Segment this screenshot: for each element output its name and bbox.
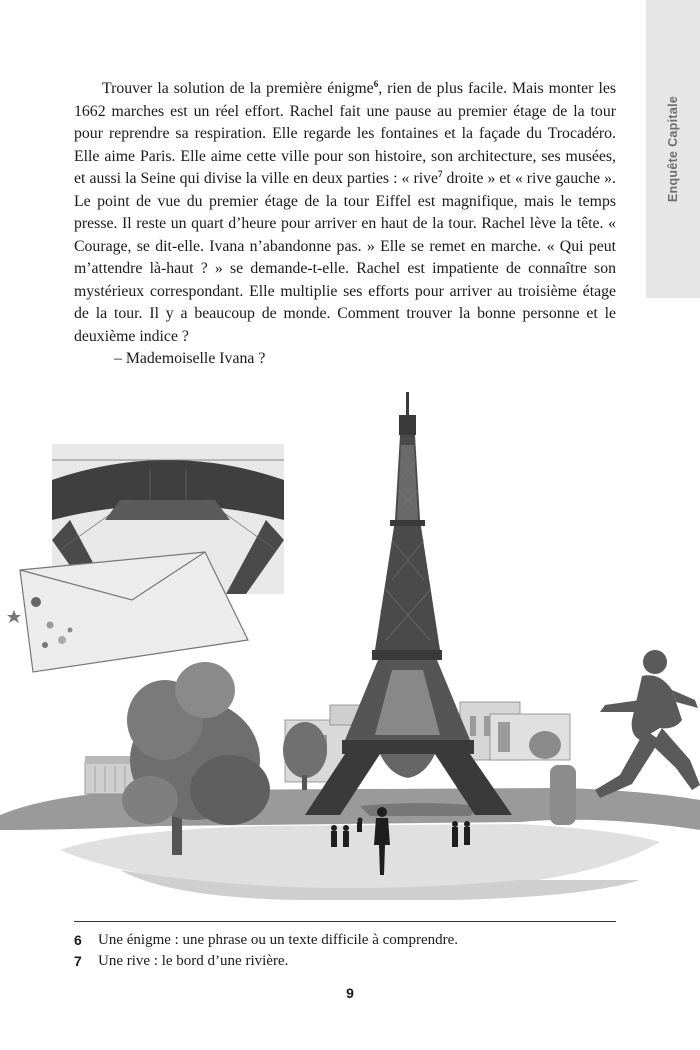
text-part: Trouver la solution de la première énigme [102,80,374,97]
paragraph-dialog: – Mademoiselle Ivana ? [114,350,266,367]
chapter-title: Enquête Capitale [666,95,680,203]
running-man-silhouette [595,650,700,798]
footnote-6 [74,930,616,951]
footnote-divider [74,921,616,922]
text-part: , rien de plus facile. Mais monter les 1662 marches est un réel effort. Rachel fait une pause au premier étage de la tour pour reprendre sa respiration. Elle regarde les fontaines et la façade du Trocadéro. Elle aime Paris. Elle aime cette ville pour son histoire, son architecture, ses musées, et aussi la Seine qui divise la ville en deux parties : « rive [74,80,616,187]
footnote-text: Une énigme : une phrase ou un texte difficile à comprendre. [98,932,459,948]
footnote-ref-6[interactable]: 6 [373,79,379,89]
footnote-7 [74,951,616,972]
footnote-number: 7 [74,953,82,969]
envelope-icon [7,552,248,672]
text-part: droite » et « rive gauche ». Le point de vue du premier étage de la tour Eiffel est magnifique, mais le temps presse. Il reste un quart d’heure pour arriver en haut de la tour. Rachel lève la tête. « Courage, se dit-elle. Ivana n’abandonne pas. » Elle se remet en marche. « Qui peut m’attendre là-haut ? » se demande-t-elle. Rachel est impatiente de connaître son mystérieux correspondant. Elle multiplie ses efforts pour arriver au troisième étage de la tour. Il y a beaucoup de monde. Comment trouver la bonne personne et le deuxième indice ? [74,170,616,345]
ground-shapes [0,788,700,900]
body-text [74,78,616,371]
page-number: 9 [346,985,354,1001]
paragraph-main [74,78,616,348]
paris-illustration [0,380,700,900]
chapter-side-tab [646,0,700,298]
footnote-ref-7[interactable]: 7 [438,169,443,179]
footnotes [74,930,616,972]
footnote-text: Une rive : le bord d’une rivière. [98,953,289,969]
footnote-number: 6 [74,932,82,948]
